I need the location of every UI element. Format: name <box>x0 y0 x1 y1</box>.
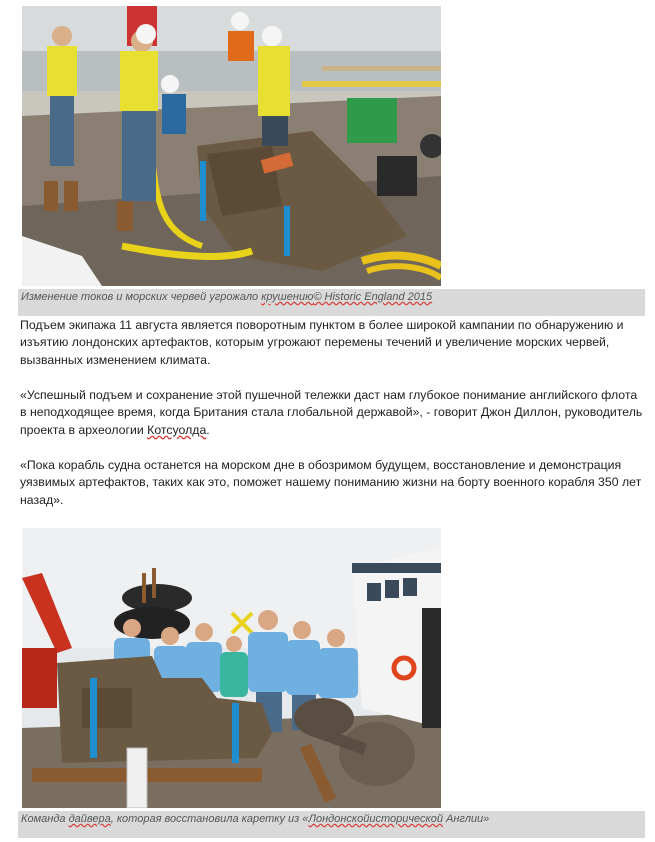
caption-2-prefix: Команда <box>21 813 69 825</box>
photo-caption-1 <box>18 289 645 316</box>
dive-team-illustration <box>22 528 441 808</box>
caption-2-underlined-word-1: дайвера <box>68 813 111 825</box>
paragraph-2-end: . <box>206 422 210 437</box>
paragraph-2-underlined-word: Котсуолда <box>147 422 207 437</box>
caption-2-mid: , которая восстановила каретку из « <box>110 813 309 825</box>
caption-1-underlined-word: крушению <box>261 291 314 303</box>
paragraph-3: «Пока корабль судна останется на морском дне в обозримом будущем, восстановление и демонстрация уязвимых артефактов, таких как это, поможет нашему пониманию жизни на борту военного корабля 350 лет назад». <box>20 458 642 507</box>
caption-2-suffix: Англии» <box>442 813 490 825</box>
paragraph-2 <box>20 387 646 439</box>
photo-dive-team <box>22 528 441 808</box>
photo-caption-2 <box>18 811 645 838</box>
caption-1-credit: © Historic England 2015 <box>313 291 433 303</box>
lifting-crew-illustration <box>22 6 441 286</box>
caption-1-prefix: Изменение токов и морских червей угрожало <box>21 291 262 303</box>
paragraph-2-text: «Успешный подъем и сохранение этой пушечной тележки даст нам глубокое понимание английского флота в неподходящее время, когда Британия стала глобальной державой», - говорит Джон Диллон, руководитель проекта в археологии <box>20 388 643 437</box>
caption-2-underlined-word-2: Лондонскойисторической <box>308 813 443 825</box>
paragraph-1: Подъем экипажа 11 августа является поворотным пунктом в более широкой кампании по обнаружению и изъятию лондонских артефактов, которым угрожают перемены течений и увеличение морских червей, вызванных изменением климата. <box>20 318 624 367</box>
photo-lifting-crew <box>22 6 441 286</box>
